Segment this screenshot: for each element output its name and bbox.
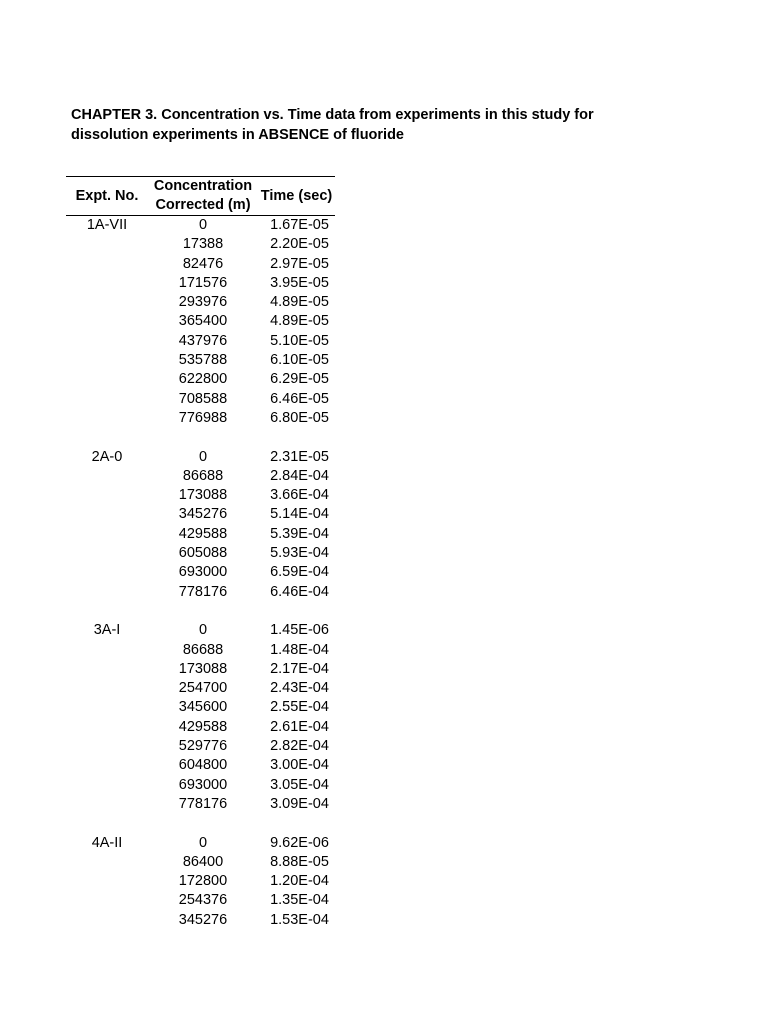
table-row: [66, 370, 335, 389]
table-row: [66, 698, 335, 717]
cell-time: 3.66E-04: [270, 487, 329, 504]
table-row: [66, 544, 335, 563]
cell-time: 1.35E-04: [270, 892, 329, 909]
cell-expt-no: [66, 718, 148, 737]
cell-time: 3.09E-04: [270, 795, 329, 812]
table-row: [66, 853, 335, 872]
cell-time: 3.00E-04: [270, 757, 329, 774]
group-spacer-row: [66, 814, 335, 833]
cell-concentration: 0: [198, 448, 208, 465]
table-row: [66, 293, 335, 312]
cell-time: 5.10E-05: [270, 332, 329, 349]
header-row: [66, 177, 335, 216]
table-body: [66, 216, 335, 930]
cell-expt-no: [66, 235, 148, 254]
page-title: CHAPTER 3. Concentration vs. Time data from experiments in this study for dissolution experiments in ABSENCE of fluoride: [71, 107, 594, 143]
table-row: [66, 255, 335, 274]
cell-time: 6.59E-04: [270, 564, 329, 581]
cell-time: 2.31E-05: [270, 448, 329, 465]
cell-expt-no: [66, 505, 148, 524]
cell-time: 2.17E-04: [270, 660, 329, 677]
cell-time: 8.88E-05: [270, 853, 329, 870]
cell-time: 5.14E-04: [270, 506, 329, 523]
cell-concentration: 778176: [178, 583, 228, 600]
cell-concentration: 605088: [178, 545, 228, 562]
cell-time: 3.95E-05: [270, 274, 329, 291]
cell-concentration: 86688: [182, 467, 224, 484]
cell-time: 5.39E-04: [270, 525, 329, 542]
table-row: [66, 872, 335, 891]
cell-concentration: 86688: [182, 641, 224, 658]
cell-expt-no: [66, 293, 148, 312]
cell-concentration: 17388: [182, 236, 224, 253]
cell-concentration: 437976: [178, 332, 228, 349]
table-row: [66, 718, 335, 737]
cell-concentration: 365400: [178, 313, 228, 330]
table-row: [66, 563, 335, 582]
table-row: [66, 891, 335, 910]
spacer-cell: [66, 814, 335, 833]
cell-time: 6.10E-05: [270, 352, 329, 369]
cell-concentration: 173088: [178, 487, 228, 504]
cell-expt-no: 4A-II: [91, 834, 123, 851]
cell-concentration: 622800: [178, 371, 228, 388]
cell-expt-no: [66, 370, 148, 389]
cell-expt-no: [66, 872, 148, 891]
table-row: [66, 525, 335, 544]
cell-time: 4.89E-05: [270, 294, 329, 311]
table-row: [66, 737, 335, 756]
table-row: [66, 216, 335, 236]
cell-expt-no: [66, 409, 148, 428]
cell-concentration: 0: [198, 622, 208, 639]
cell-time: 2.61E-04: [270, 718, 329, 735]
header-concentration-line2: Corrected (m): [155, 197, 251, 213]
cell-expt-no: [66, 679, 148, 698]
cell-concentration: 535788: [178, 352, 228, 369]
group-spacer-row: [66, 428, 335, 447]
cell-expt-no: [66, 332, 148, 351]
table-header: [66, 177, 335, 216]
table-row: [66, 834, 335, 853]
cell-concentration: 429588: [178, 525, 228, 542]
cell-time: 6.46E-05: [270, 390, 329, 407]
cell-expt-no: [66, 795, 148, 814]
cell-concentration: 0: [198, 834, 208, 851]
cell-time: 2.55E-04: [270, 699, 329, 716]
cell-concentration: 529776: [178, 738, 228, 755]
cell-expt-no: [66, 911, 148, 930]
cell-expt-no: [66, 255, 148, 274]
cell-expt-no: [66, 853, 148, 872]
table-row: [66, 448, 335, 467]
cell-time: 2.43E-04: [270, 680, 329, 697]
cell-concentration: 693000: [178, 776, 228, 793]
cell-time: 4.89E-05: [270, 313, 329, 330]
header-concentration: [148, 177, 258, 216]
cell-concentration: 778176: [178, 795, 228, 812]
cell-concentration: 171576: [178, 274, 228, 291]
cell-concentration: 254376: [178, 892, 228, 909]
cell-time: 1.53E-04: [270, 911, 329, 928]
cell-concentration: 345276: [178, 911, 228, 928]
cell-time: 6.80E-05: [270, 409, 329, 426]
cell-time: 3.05E-04: [270, 776, 329, 793]
cell-expt-no: 2A-0: [91, 448, 123, 465]
spacer-cell: [66, 428, 335, 447]
cell-time: 1.20E-04: [270, 873, 329, 890]
table-row: [66, 332, 335, 351]
cell-expt-no: [66, 486, 148, 505]
cell-concentration: 86400: [182, 853, 224, 870]
table-row: [66, 776, 335, 795]
cell-expt-no: [66, 776, 148, 795]
cell-expt-no: [66, 698, 148, 717]
table-row: [66, 660, 335, 679]
cell-time: 9.62E-06: [270, 834, 329, 851]
cell-expt-no: [66, 563, 148, 582]
cell-concentration: 173088: [178, 660, 228, 677]
table-row: [66, 486, 335, 505]
cell-expt-no: [66, 891, 148, 910]
cell-expt-no: [66, 467, 148, 486]
cell-time: 1.48E-04: [270, 641, 329, 658]
table-row: [66, 312, 335, 331]
table-row: [66, 756, 335, 775]
cell-expt-no: [66, 737, 148, 756]
table-row: [66, 911, 335, 930]
cell-concentration: 708588: [178, 390, 228, 407]
table-row: [66, 641, 335, 660]
cell-time: 2.84E-04: [270, 467, 329, 484]
header-time: Time (sec): [258, 177, 335, 216]
cell-concentration: 172800: [178, 873, 228, 890]
cell-expt-no: [66, 660, 148, 679]
cell-expt-no: 3A-I: [93, 622, 121, 639]
cell-expt-no: [66, 390, 148, 409]
cell-concentration: 82476: [182, 255, 224, 272]
cell-concentration: 345600: [178, 699, 228, 716]
cell-time: 2.97E-05: [270, 255, 329, 272]
spacer-cell: [66, 602, 335, 621]
table-row: [66, 351, 335, 370]
data-table: [66, 176, 335, 930]
cell-expt-no: [66, 641, 148, 660]
cell-expt-no: 1A-VII: [86, 217, 128, 233]
table-row: [66, 679, 335, 698]
cell-concentration: 254700: [178, 680, 228, 697]
cell-expt-no: [66, 274, 148, 293]
group-spacer-row: [66, 602, 335, 621]
table-row: [66, 467, 335, 486]
cell-time: 6.46E-04: [270, 583, 329, 600]
table-row: [66, 274, 335, 293]
cell-expt-no: [66, 756, 148, 775]
cell-concentration: 345276: [178, 506, 228, 523]
cell-time: 2.82E-04: [270, 738, 329, 755]
cell-concentration: 693000: [178, 564, 228, 581]
cell-expt-no: [66, 544, 148, 563]
cell-time: 1.45E-06: [270, 622, 329, 639]
table-row: [66, 235, 335, 254]
table-row: [66, 583, 335, 602]
cell-time: 1.67E-05: [270, 217, 329, 233]
cell-expt-no: [66, 525, 148, 544]
cell-concentration: 776988: [178, 409, 228, 426]
cell-concentration: 0: [198, 217, 208, 233]
table-row: [66, 621, 335, 640]
cell-time: 6.29E-05: [270, 371, 329, 388]
table-row: [66, 409, 335, 428]
cell-expt-no: [66, 583, 148, 602]
cell-expt-no: [66, 312, 148, 331]
cell-concentration: 604800: [178, 757, 228, 774]
cell-expt-no: [66, 351, 148, 370]
header-concentration-line1: Concentration: [153, 178, 253, 194]
cell-concentration: 293976: [178, 294, 228, 311]
cell-time: 2.20E-05: [270, 236, 329, 253]
table-row: [66, 795, 335, 814]
table-row: [66, 505, 335, 524]
header-expt-no: Expt. No.: [66, 177, 148, 216]
cell-time: 5.93E-04: [270, 545, 329, 562]
cell-concentration: 429588: [178, 718, 228, 735]
table-row: [66, 390, 335, 409]
